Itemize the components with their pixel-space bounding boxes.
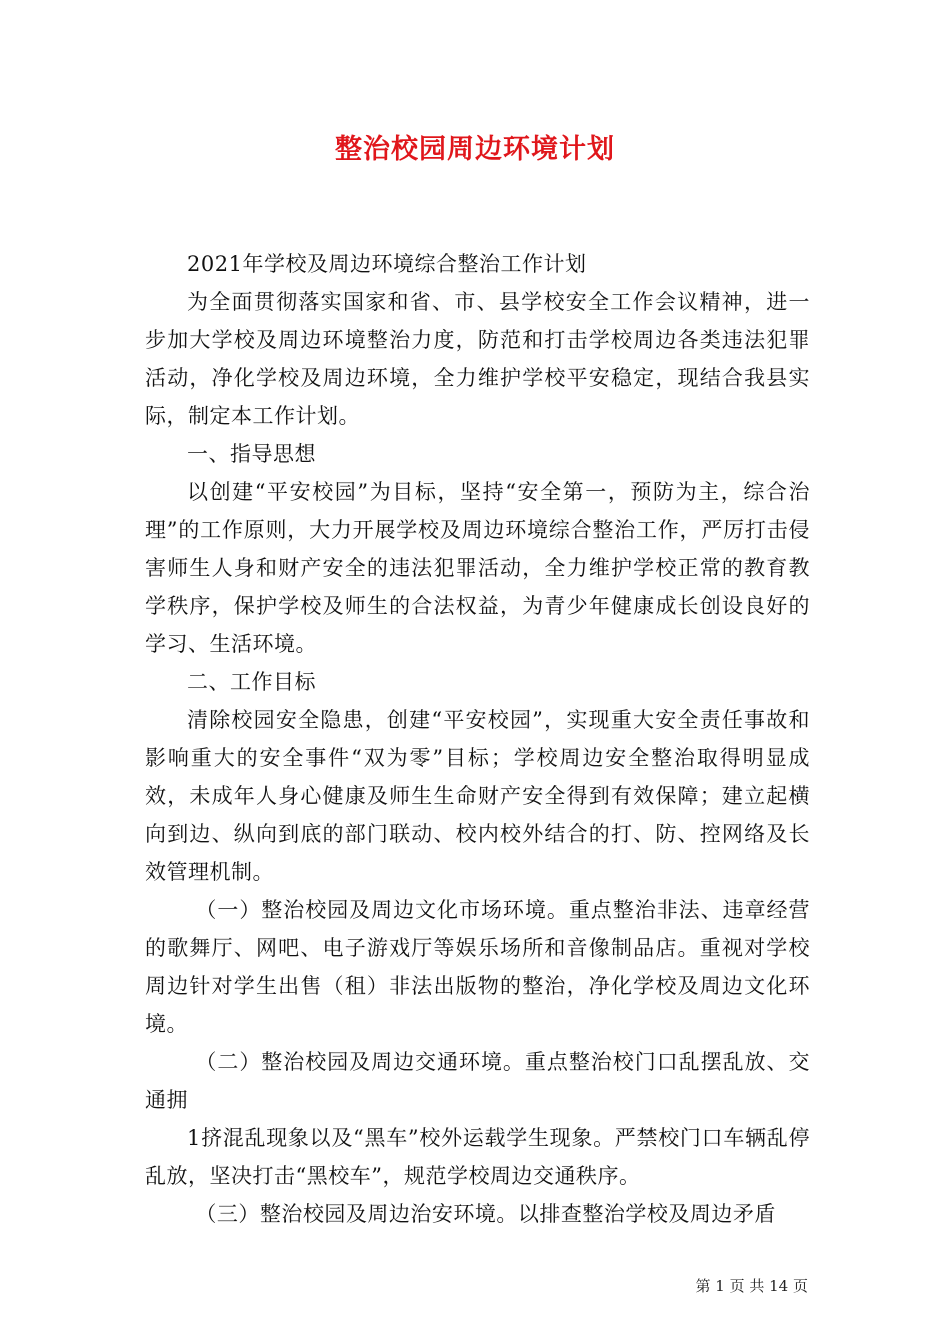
paragraph-item-1: （一）整治校园及周边文化市场环境。重点整治非法、违章经营的歌舞厅、网吧、电子游戏厅等娱乐场所和音像制品店。重视对学校周边针对学生出售（租）非法出版物的整治，净化学校及周边文化环境。 (145, 898, 810, 1036)
section-heading-guiding-thought: 一、指导思想 (187, 442, 316, 466)
document-body (145, 245, 810, 1233)
paragraph-plan-heading: 2021年学校及周边环境综合整治工作计划 (187, 252, 587, 276)
paragraph-item-2-continued: 1挤混乱现象以及“黑车”校外运载学生现象。严禁校门口车辆乱停乱放，坚决打击“黑校车”，规范学校周边交通秩序。 (145, 1126, 810, 1188)
section-heading-work-goals: 二、工作目标 (187, 670, 316, 694)
paragraph-guiding-thought: 以创建“平安校园”为目标，坚持“安全第一，预防为主，综合治理”的工作原则，大力开展学校及周边环境综合整治工作，严厉打击侵害师生人身和财产安全的违法犯罪活动，全力维护学校正常的教育教学秩序，保护学校及师生的合法权益，为青少年健康成长创设良好的学习、生活环境。 (145, 480, 810, 656)
paragraph-intro: 为全面贯彻落实国家和省、市、县学校安全工作会议精神，进一步加大学校及周边环境整治力度，防范和打击学校周边各类违法犯罪活动，净化学校及周边环境，全力维护学校平安稳定，现结合我县实际，制定本工作计划。 (145, 290, 810, 428)
paragraph-item-3: （三）整治校园及周边治安环境。以排查整治学校及周边矛盾 (195, 1202, 776, 1226)
page-number-footer: 第 1 页 共 14 页 (695, 1277, 808, 1295)
paragraph-work-goals: 清除校园安全隐患，创建“平安校园”，实现重大安全责任事故和影响重大的安全事件“双为零”目标；学校周边安全整治取得明显成效，未成年人身心健康及师生生命财产安全得到有效保障；建立起横向到边、纵向到底的部门联动、校内校外结合的打、防、控网络及长效管理机制。 (145, 708, 810, 884)
document-title: 整治校园周边环境计划 (335, 134, 615, 165)
paragraph-item-2: （二）整治校园及周边交通环境。重点整治校门口乱摆乱放、交通拥 (145, 1050, 810, 1112)
